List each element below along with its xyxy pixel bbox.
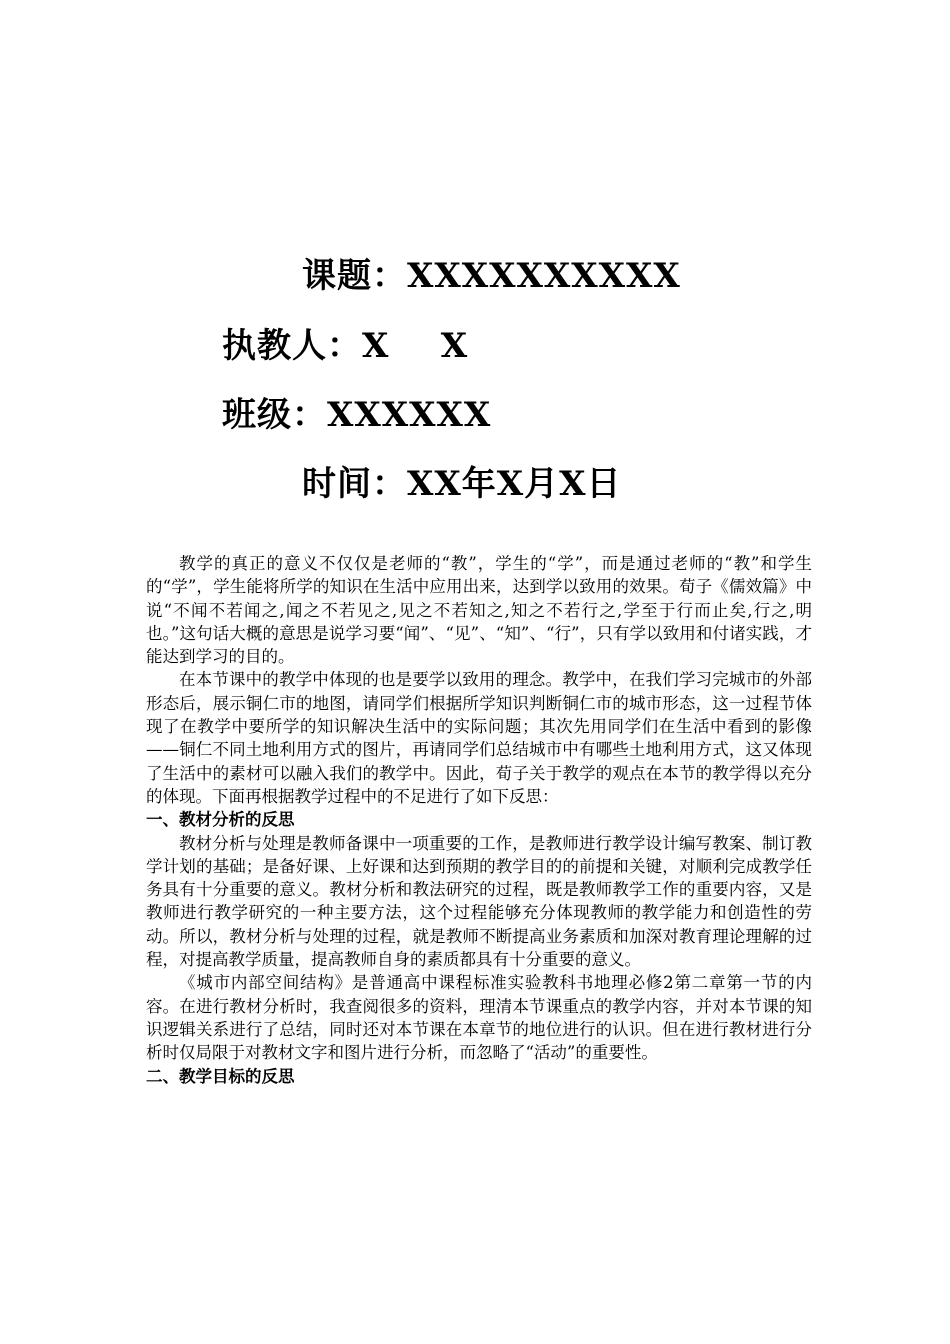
paragraph-intro: 教学的真正的意义不仅仅是老师的“教”，学生的“学”，而是通过老师的“教”和学生的“学”，学生能将所学的知识在生活中应用出来，达到学以致用的效果。荀子《儒效篇》中说“不闻不若闻之,闻之不若见之,见之不若知之,知之不若行之,学至于行而止矣,行之,明也。”这句话大概的意思是说学习要“闻”、“见”、“知”、“行”，只有学以致用和付诸实践，才能达到学习的目的。 <box>146 554 812 667</box>
date-line: 时间：XX年X月X日 <box>302 464 622 504</box>
paragraph-textbook-analysis: 教材分析与处理是教师备课中一项重要的工作，是教师进行教学设计编写教案、制订教学计划的基础；是备好课、上好课和达到预期的教学目的的前提和关键，对顺利完成教学任务具有十分重要的意义。教材分析和教法研究的过程，既是教师教学工作的重要内容，又是教师进行教学研究的一种主要方法，这个过程能够充分体现教师的教学能力和创造性的劳动。所以，教材分析与处理的过程，就是教师不断提高业务素质和加深对教育理论理解的过程，对提高教学质量，提高教师自身的素质都具有十分重要的意义。 <box>146 833 812 970</box>
lesson-topic-title: 课题：XXXXXXXXXX <box>302 256 681 296</box>
class-line: 班级：XXXXXX <box>222 395 492 435</box>
teacher-line: 执教人：X X <box>222 326 469 366</box>
section-heading-teaching-goals: 二、教学目标的反思 <box>146 1066 295 1086</box>
section-heading-textbook-analysis: 一、教材分析的反思 <box>146 810 295 830</box>
paragraph-lesson-application: 在本节课中的教学中体现的也是要学以致用的理念。教学中，在我们学习完城市的外部形态后，展示铜仁市的地图，请同学们根据所学知识判断铜仁市的城市形态，这一过程节体现了在教学中要所学的知识解决生活中的实际问题；其次先用同学们在生活中看到的影像——铜仁不同土地利用方式的图片，再请同学们总结城市中有哪些土地利用方式，这又体现了生活中的素材可以融入我们的教学中。因此，荀子关于教学的观点在本节的教学得以充分的体现。下面再根据教学过程中的不足进行了如下反思： <box>146 670 812 806</box>
paragraph-urban-structure: 《城市内部空间结构》是普通高中课程标准实验教科书地理必修2第二章第一节的内容。在进行教材分析时，我查阅很多的资料，理清本节课重点的教学内容，并对本节课的知识逻辑关系进行了总结，同时还对本节课在本章节的地位进行的认识。但在进行教材进行分析时仅局限于对教材文字和图片进行分析，而忽略了“活动”的重要性。 <box>146 973 812 1063</box>
reflection-body <box>146 552 812 1088</box>
